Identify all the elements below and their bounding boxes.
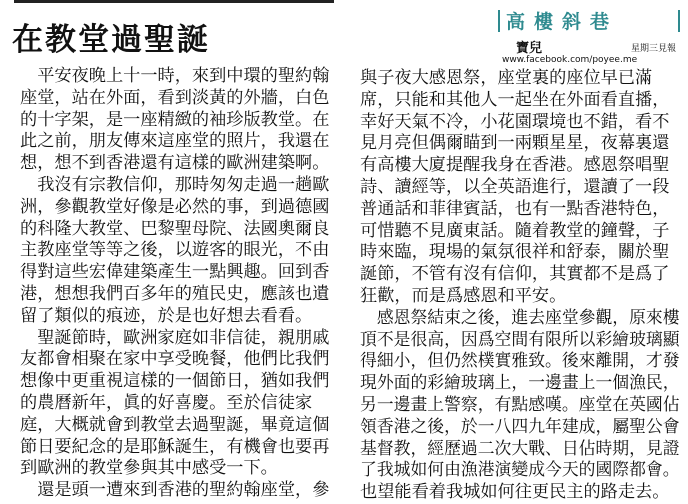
text-line: 港，想想我們百多年的殖民史，應該也遺 [20,283,330,304]
text-line: 友都會相聚在家中享受晚餐，他們比我們 [20,349,330,370]
text-line: 庭，大概就會到教堂去過聖誕，畢竟這個 [20,414,330,435]
text-line: 想像中更重視這樣的一個節日，猶如我們 [20,371,330,392]
text-line: 得對這些宏偉建築產生一點興趣。回到香 [20,262,330,283]
text-line: 見月亮但偶爾瞄到一兩顆星星，夜幕裏還 [360,133,670,154]
column-name: 高樓斜巷 [506,11,619,33]
author-name: 寶兒 [516,41,543,56]
text-line: 可惜聽不見廣東話。隨着教堂的鐘聲，子 [360,220,670,241]
text-line: 平安夜晚上十一時，來到中環的聖約翰 [20,66,330,86]
text-line: 的十字架，是一座精緻的袖珍版教堂。在 [20,109,330,130]
text-line: 現外面的彩繪玻璃上，一邊畫上一個漁民， [360,373,680,394]
text-line: 留了類似的痕迹，於是也好想去看看。 [20,305,313,326]
text-line: 主教座堂等等之後，以遊客的眼光，不由 [20,240,330,261]
text-line: 也望能看着我城如何往更民主的路走去。 [360,482,670,503]
text-line: 領香港之後，於一八四九年建成，屬聖公會 [360,416,680,437]
text-line: 詩、讀經等，以全英語進行，還讀了一段 [360,176,670,197]
text-line: 席，只能和其他人一起坐在外面看直播， [360,89,670,110]
column-name-right-bar [678,10,680,32]
text-line: 幸好天氣不冷，小花園環境也不錯，看不 [360,111,670,132]
publish-day: 星期三見報 [630,44,676,54]
text-line: 了我城如何由漁港演變成今天的國際都會。 [360,460,680,481]
text-line: 時來臨，現場的氣氛很祥和舒泰，關於聖 [360,242,670,263]
text-line: 頂不是很高，因爲空間有限所以彩繪玻璃顯 [360,329,680,350]
author-website: www.facebook.com/poyee.me [502,55,638,65]
text-line: 有高樓大廈提醒我身在香港。感恩祭唱聖 [360,155,670,176]
text-line: 基督教，經歷過二次大戰、日佔時期，見證 [360,438,680,459]
text-line: 的農曆新年，眞的好喜慶。至於信徒家 [20,392,313,413]
text-line: 得細小，但仍然樸實雅致。後來離開，才發 [360,351,680,372]
text-line: 誕節，不管有沒有信仰，其實都不是爲了 [360,264,670,285]
article-title: 在教堂過聖誕 [12,22,210,58]
text-line: 聖誕節時，歐洲家庭如非信徒，親朋戚 [20,327,330,348]
right-text-column [360,68,680,504]
text-line: 普通話和菲律賓話，也有一點香港特色， [360,198,670,219]
left-text-column [20,66,338,502]
text-line: 想，想不到香港還有這樣的歐洲建築啊。 [20,153,330,174]
text-line: 的科隆大教堂、巴黎聖母院、法國奧爾良 [20,218,330,239]
text-line: 此之前，朋友傳來這座堂的照片，我還在 [20,131,330,152]
text-line: 到歐洲的教堂參與其中感受一下。 [20,458,278,479]
text-line: 節日要紀念的是耶穌誕生，有機會也要再 [20,436,330,457]
text-line: 座堂，站在外面，看到淡黃的外牆，白色 [20,87,330,108]
text-line: 與子夜大感恩祭，座堂裏的座位早已滿 [360,68,653,88]
text-line: 另一邊畫上警察，有點感嘆。座堂在英國佔 [360,394,680,415]
column-name-left-bar [498,10,500,32]
text-line: 我沒有宗教信仰，那時匆匆走過一趟歐 [20,174,330,195]
top-divider [14,0,334,3]
text-line: 狂歡，而是爲感恩和平安。 [360,285,567,306]
text-line: 還是頭一遭來到香港的聖約翰座堂，參 [20,480,330,501]
column-header [498,5,680,63]
text-line: 洲，參觀教堂好像是必然的事，到過德國 [20,196,330,217]
text-line: 感恩祭結束之後，進去座堂參觀，原來樓 [360,307,680,328]
